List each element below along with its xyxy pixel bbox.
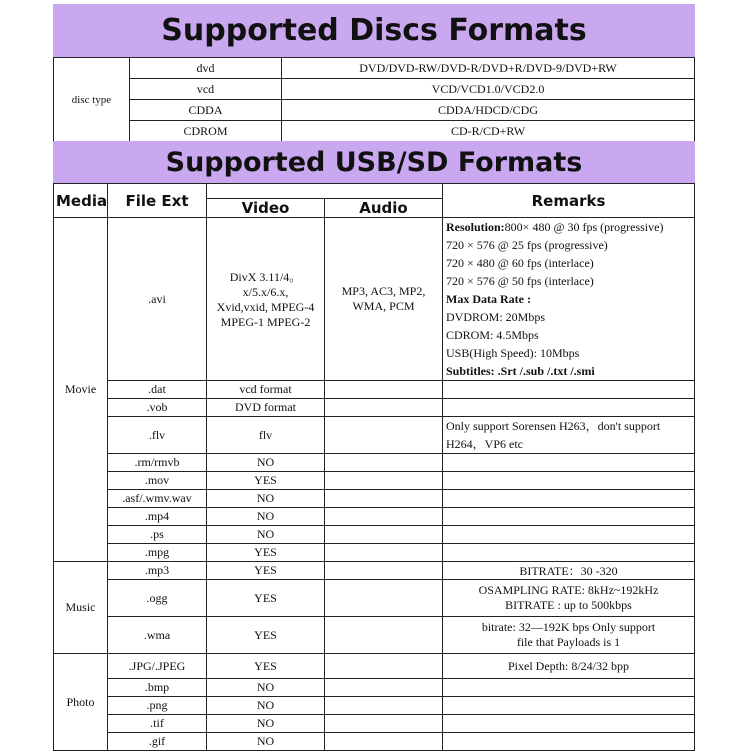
disc-formats-cell: DVD/DVD-RW/DVD-R/DVD+R/DVD-9/DVD+RW <box>282 58 695 79</box>
remarks-cell <box>443 508 695 526</box>
ext-cell: .png <box>108 697 207 715</box>
video-line: x/5.x/6.x, <box>242 285 289 299</box>
audio-cell <box>325 508 443 526</box>
video-cell: NO <box>207 454 325 472</box>
ext-cell: .bmp <box>108 679 207 697</box>
ext-cell: .tif <box>108 715 207 733</box>
ext-cell: .avi <box>108 218 207 381</box>
ext-cell: .mpg <box>108 544 207 562</box>
ext-cell: .mp4 <box>108 508 207 526</box>
table-row <box>54 79 695 100</box>
audio-cell <box>325 472 443 490</box>
video-cell: NO <box>207 490 325 508</box>
resolution-value: 720 × 576 @ 50 fps (interlace) <box>446 274 594 288</box>
header-media: Media <box>54 184 108 218</box>
audio-line: WMA, PCM <box>352 299 415 313</box>
audio-cell <box>325 454 443 472</box>
table-row <box>54 697 695 715</box>
video-cell: NO <box>207 508 325 526</box>
ext-cell: .mp3 <box>108 562 207 580</box>
ext-cell: .rm/rmvb <box>108 454 207 472</box>
remarks-cell <box>443 697 695 715</box>
header-file-ext: File Ext <box>108 184 207 218</box>
ext-cell: .JPG/.JPEG <box>108 654 207 679</box>
remarks-cell <box>443 399 695 417</box>
ext-cell: .asf/.wmv.wav <box>108 490 207 508</box>
audio-cell <box>325 697 443 715</box>
table-row <box>54 544 695 562</box>
remark-line: bitrate: 32—192K bps Only support <box>481 620 656 634</box>
video-cell: YES <box>207 544 325 562</box>
table-row <box>54 454 695 472</box>
table-row <box>54 417 695 454</box>
audio-cell <box>325 654 443 679</box>
video-cell: vcd format <box>207 381 325 399</box>
remarks-cell <box>443 679 695 697</box>
table-row <box>54 218 695 381</box>
ext-cell: .gif <box>108 733 207 751</box>
remarks-cell <box>443 715 695 733</box>
table-row <box>54 472 695 490</box>
remark-line: file that Payloads is 1 <box>516 635 621 649</box>
audio-cell <box>325 679 443 697</box>
table-row <box>54 679 695 697</box>
usb-formats-title: Supported USB/SD Formats <box>53 141 695 184</box>
remarks-cell: BITRATE：30 -320 <box>443 562 695 580</box>
remarks-cell <box>443 472 695 490</box>
audio-cell <box>325 733 443 751</box>
ext-cell: .dat <box>108 381 207 399</box>
data-rate-label: Max Data Rate : <box>446 292 531 306</box>
video-line: DivX 3.11/4。 <box>229 270 302 284</box>
remarks-cell <box>443 733 695 751</box>
table-row <box>54 58 695 79</box>
remark-line: OSAMPLING RATE: 8kHz~192kHz <box>478 583 659 597</box>
disc-formats-title: Supported Discs Formats <box>53 4 695 57</box>
table-row <box>54 121 695 142</box>
audio-cell <box>325 381 443 399</box>
disc-formats-cell: VCD/VCD1.0/VCD2.0 <box>282 79 695 100</box>
audio-cell <box>325 218 443 381</box>
header-audio: Audio <box>325 199 443 218</box>
table-row <box>54 733 695 751</box>
ext-cell: .vob <box>108 399 207 417</box>
disc-type-cell: vcd <box>130 79 282 100</box>
ext-cell: .ogg <box>108 580 207 617</box>
table-row <box>54 580 695 617</box>
video-cell: YES <box>207 580 325 617</box>
data-rate-value: CDROM: 4.5Mbps <box>446 328 539 342</box>
video-cell: YES <box>207 472 325 490</box>
video-cell: NO <box>207 715 325 733</box>
video-cell: flv <box>207 417 325 454</box>
media-movie: Movie <box>54 218 108 562</box>
table-row <box>54 715 695 733</box>
usb-formats-table <box>53 183 695 751</box>
audio-cell <box>325 715 443 733</box>
video-cell: NO <box>207 697 325 715</box>
remarks-cell <box>443 526 695 544</box>
resolution-value: 720 × 480 @ 60 fps (interlace) <box>446 256 594 270</box>
remarks-cell <box>443 544 695 562</box>
resolution-label: Resolution: <box>446 220 505 234</box>
video-cell: YES <box>207 654 325 679</box>
ext-cell: .flv <box>108 417 207 454</box>
remarks-cell: Only support Sorensen H263，don't support H264，VP6 etc <box>443 417 695 454</box>
video-line: MPEG-1 MPEG-2 <box>220 315 311 329</box>
audio-cell <box>325 562 443 580</box>
remarks-cell <box>443 218 695 381</box>
audio-cell <box>325 580 443 617</box>
video-cell: NO <box>207 679 325 697</box>
remarks-cell <box>443 490 695 508</box>
disc-type-cell: CDDA <box>130 100 282 121</box>
disc-type-label: disc type <box>54 58 130 142</box>
table-row <box>54 526 695 544</box>
video-cell <box>207 218 325 381</box>
audio-cell <box>325 526 443 544</box>
remarks-cell <box>443 381 695 399</box>
data-rate-value: USB(High Speed): 10Mbps <box>446 346 580 360</box>
header-remarks: Remarks <box>443 184 695 218</box>
disc-formats-cell: CD-R/CD+RW <box>282 121 695 142</box>
audio-cell <box>325 399 443 417</box>
video-cell: YES <box>207 562 325 580</box>
video-cell: NO <box>207 733 325 751</box>
video-cell: DVD format <box>207 399 325 417</box>
video-cell: NO <box>207 526 325 544</box>
table-row <box>54 100 695 121</box>
ext-cell: .mov <box>108 472 207 490</box>
remarks-cell <box>443 454 695 472</box>
resolution-value: 720 × 576 @ 25 fps (progressive) <box>446 238 608 252</box>
header-row <box>54 184 695 199</box>
media-photo: Photo <box>54 654 108 751</box>
header-blank <box>207 184 443 199</box>
ext-cell: .ps <box>108 526 207 544</box>
audio-cell <box>325 490 443 508</box>
table-row <box>54 654 695 679</box>
disc-formats-cell: CDDA/HDCD/CDG <box>282 100 695 121</box>
data-rate-value: DVDROM: 20Mbps <box>446 310 546 324</box>
table-row <box>54 399 695 417</box>
header-video: Video <box>207 199 325 218</box>
remarks-cell: Pixel Depth: 8/24/32 bpp <box>443 654 695 679</box>
subtitles-label: Subtitles: .Srt /.sub /.txt /.smi <box>446 364 595 378</box>
resolution-value: 800× 480 @ 30 fps (progressive) <box>504 220 664 234</box>
audio-line: MP3, AC3, MP2, <box>341 284 426 298</box>
ext-cell: .wma <box>108 617 207 654</box>
table-row <box>54 562 695 580</box>
video-cell: YES <box>207 617 325 654</box>
audio-cell <box>325 544 443 562</box>
disc-type-cell: dvd <box>130 58 282 79</box>
table-row <box>54 381 695 399</box>
audio-cell <box>325 617 443 654</box>
table-row <box>54 508 695 526</box>
table-row <box>54 617 695 654</box>
disc-formats-table <box>53 57 695 142</box>
remarks-cell <box>443 617 695 654</box>
remark-line: BITRATE : up to 500kbps <box>505 598 632 612</box>
video-line: Xvid,vxid, MPEG-4 <box>216 300 315 314</box>
audio-cell <box>325 417 443 454</box>
media-music: Music <box>54 562 108 654</box>
disc-type-cell: CDROM <box>130 121 282 142</box>
remarks-cell <box>443 580 695 617</box>
table-row <box>54 490 695 508</box>
